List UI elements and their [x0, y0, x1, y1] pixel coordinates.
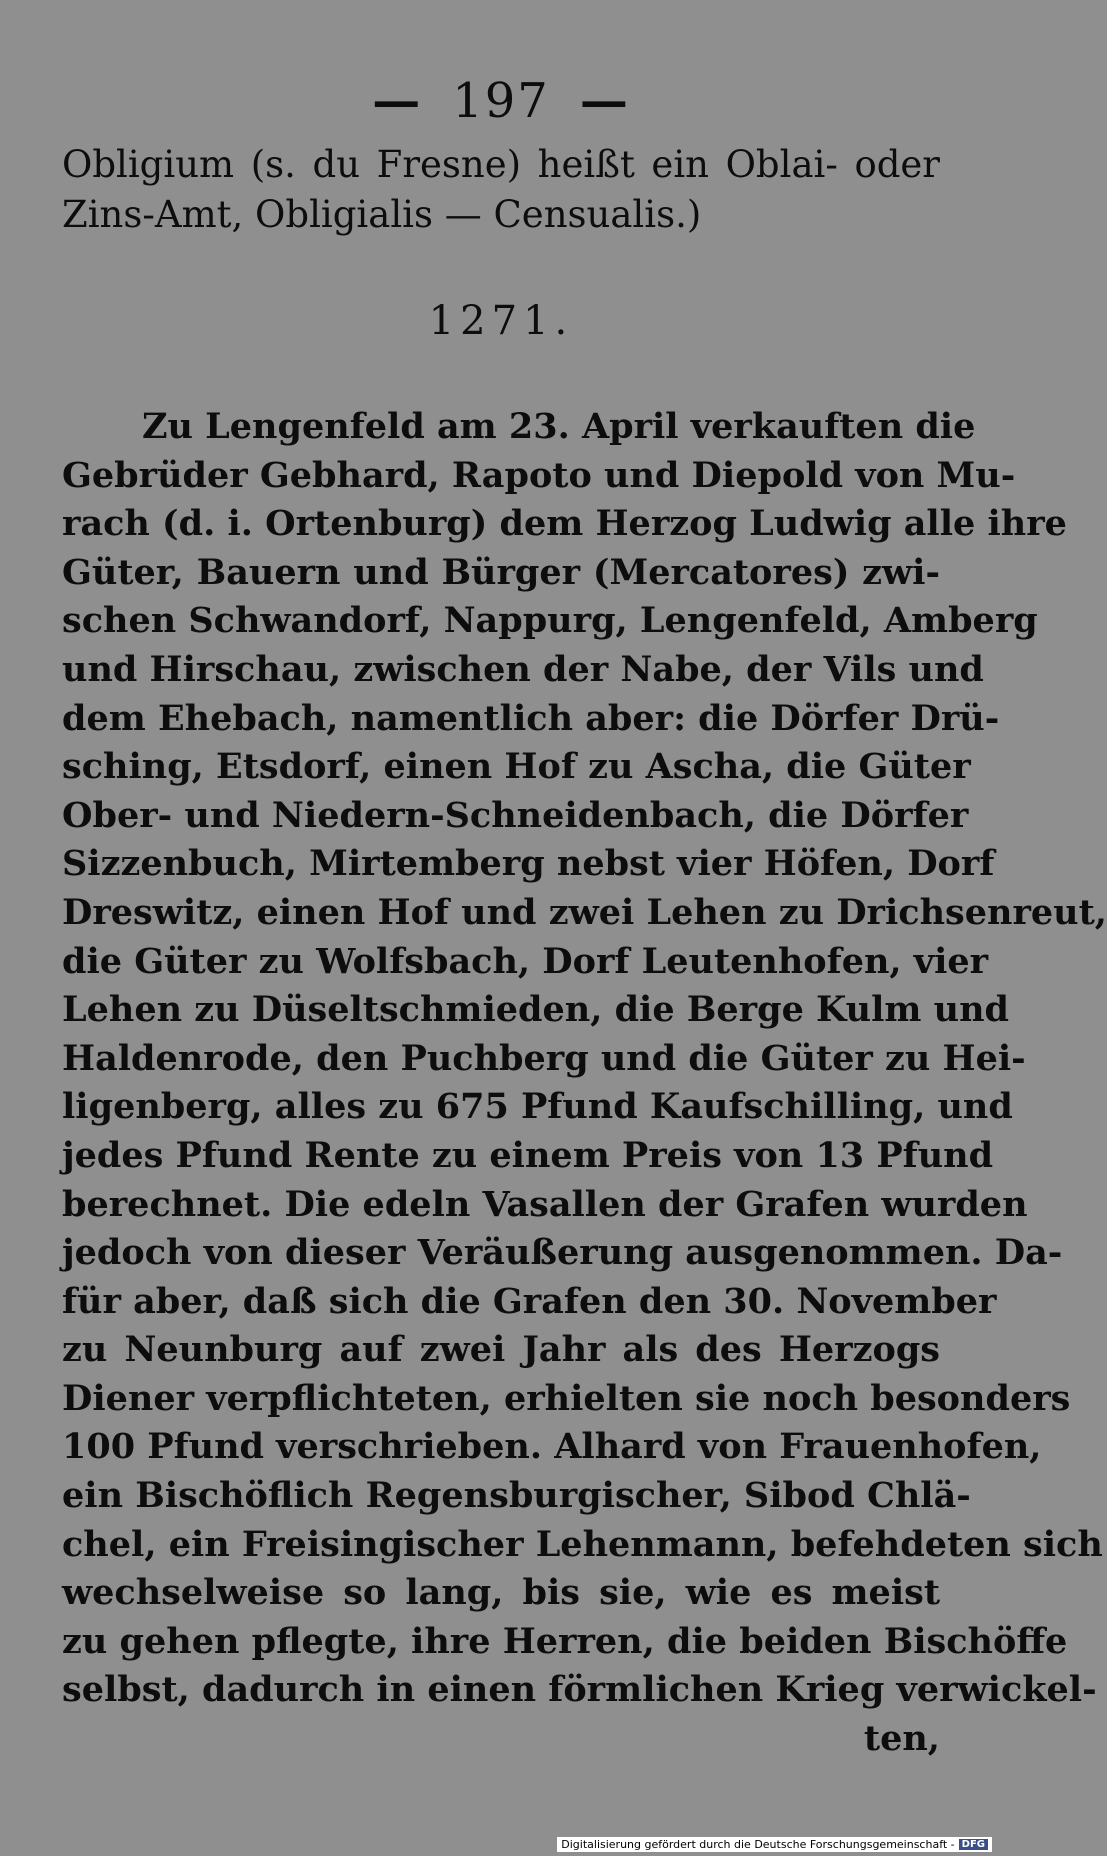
- book-page: [62, 70, 1107, 1764]
- digitization-credit: [557, 1837, 992, 1852]
- page-header: [62, 70, 940, 132]
- body-line: Ober- und Niedern-Schneidenbach, die Dörfer: [62, 794, 969, 836]
- body-line: chel, ein Freisingischer Lehenmann, befehdeten sich: [62, 1523, 1103, 1565]
- body-line: die Güter zu Wolfsbach, Dorf Leutenhofen, vier: [62, 940, 989, 982]
- body-line: wechselweise so lang, bis sie, wie es meist: [62, 1572, 940, 1614]
- body-line: Lehen zu Düseltschmieden, die Berge Kulm und: [62, 989, 1009, 1031]
- body-line: schen Schwandorf, Nappurg, Lengenfeld, Amberg: [62, 600, 1038, 642]
- dfg-logo-icon: DFG: [959, 1839, 988, 1850]
- body-line: für aber, daß sich die Grafen den 30. November: [62, 1280, 997, 1322]
- body-line: Gebrüder Gebhard, Rapoto und Diepold von Mu-: [62, 454, 1016, 496]
- body-line: jedes Pfund Rente zu einem Preis von 13 Pfund: [62, 1134, 994, 1176]
- intro-line: Zins-Amt, Obligialis — Censualis.): [62, 193, 702, 236]
- body-line: selbst, dadurch in einen förmlichen Krieg verwickel-: [62, 1669, 1097, 1711]
- body-line: ligenberg, alles zu 675 Pfund Kaufschilling, und: [62, 1086, 1013, 1128]
- credit-text: Digitalisierung gefördert durch die Deutsche Forschungsgemeinschaft -: [561, 1838, 955, 1851]
- intro-line: Obligium (s. du Fresne) heißt ein Oblai- oder: [62, 143, 940, 186]
- intro-paragraph: [62, 140, 940, 240]
- body-line: dem Ehebach, namentlich aber: die Dörfer Drü-: [62, 697, 1000, 739]
- body-line: berechnet. Die edeln Vasallen der Grafen wurden: [62, 1183, 1028, 1225]
- body-line: Sizzenbuch, Mirtemberg nebst vier Höfen, Dorf: [62, 843, 995, 885]
- header-dash-right: —: [579, 73, 630, 129]
- body-line: Güter, Bauern und Bürger (Mercatores) zwi-: [62, 551, 940, 593]
- body-line: ein Bischöflich Regensburgischer, Sibod Chlä-: [62, 1475, 971, 1517]
- body-line: Zu Lengenfeld am 23. April verkauften die: [142, 406, 976, 447]
- header-dash-left: —: [372, 73, 423, 129]
- page-number: 197: [452, 73, 550, 129]
- body-line: Diener verpflichteten, erhielten sie noch besonders: [62, 1377, 1071, 1419]
- section-year-heading: 1271.: [428, 298, 574, 344]
- body-line: ten,: [863, 1718, 940, 1760]
- body-line: zu Neunburg auf zwei Jahr als des Herzogs: [62, 1329, 940, 1371]
- body-line: sching, Etsdorf, einen Hof zu Ascha, die Güter: [62, 746, 971, 788]
- body-line: und Hirschau, zwischen der Nabe, der Vils und: [62, 648, 984, 690]
- body-line: jedoch von dieser Veräußerung ausgenommen. Da-: [62, 1232, 1063, 1274]
- body-line: rach (d. i. Ortenburg) dem Herzog Ludwig alle ihre: [62, 503, 1067, 545]
- body-line: Haldenrode, den Puchberg und die Güter zu Hei-: [62, 1037, 1026, 1079]
- body-line: zu gehen pflegte, ihre Herren, die beiden Bischöffe: [62, 1620, 1068, 1662]
- body-paragraph: [62, 403, 1107, 1764]
- body-line: Dreswitz, einen Hof und zwei Lehen zu Drichsenreut,: [62, 891, 1107, 933]
- body-line: 100 Pfund verschrieben. Alhard von Frauenhofen,: [62, 1426, 1042, 1468]
